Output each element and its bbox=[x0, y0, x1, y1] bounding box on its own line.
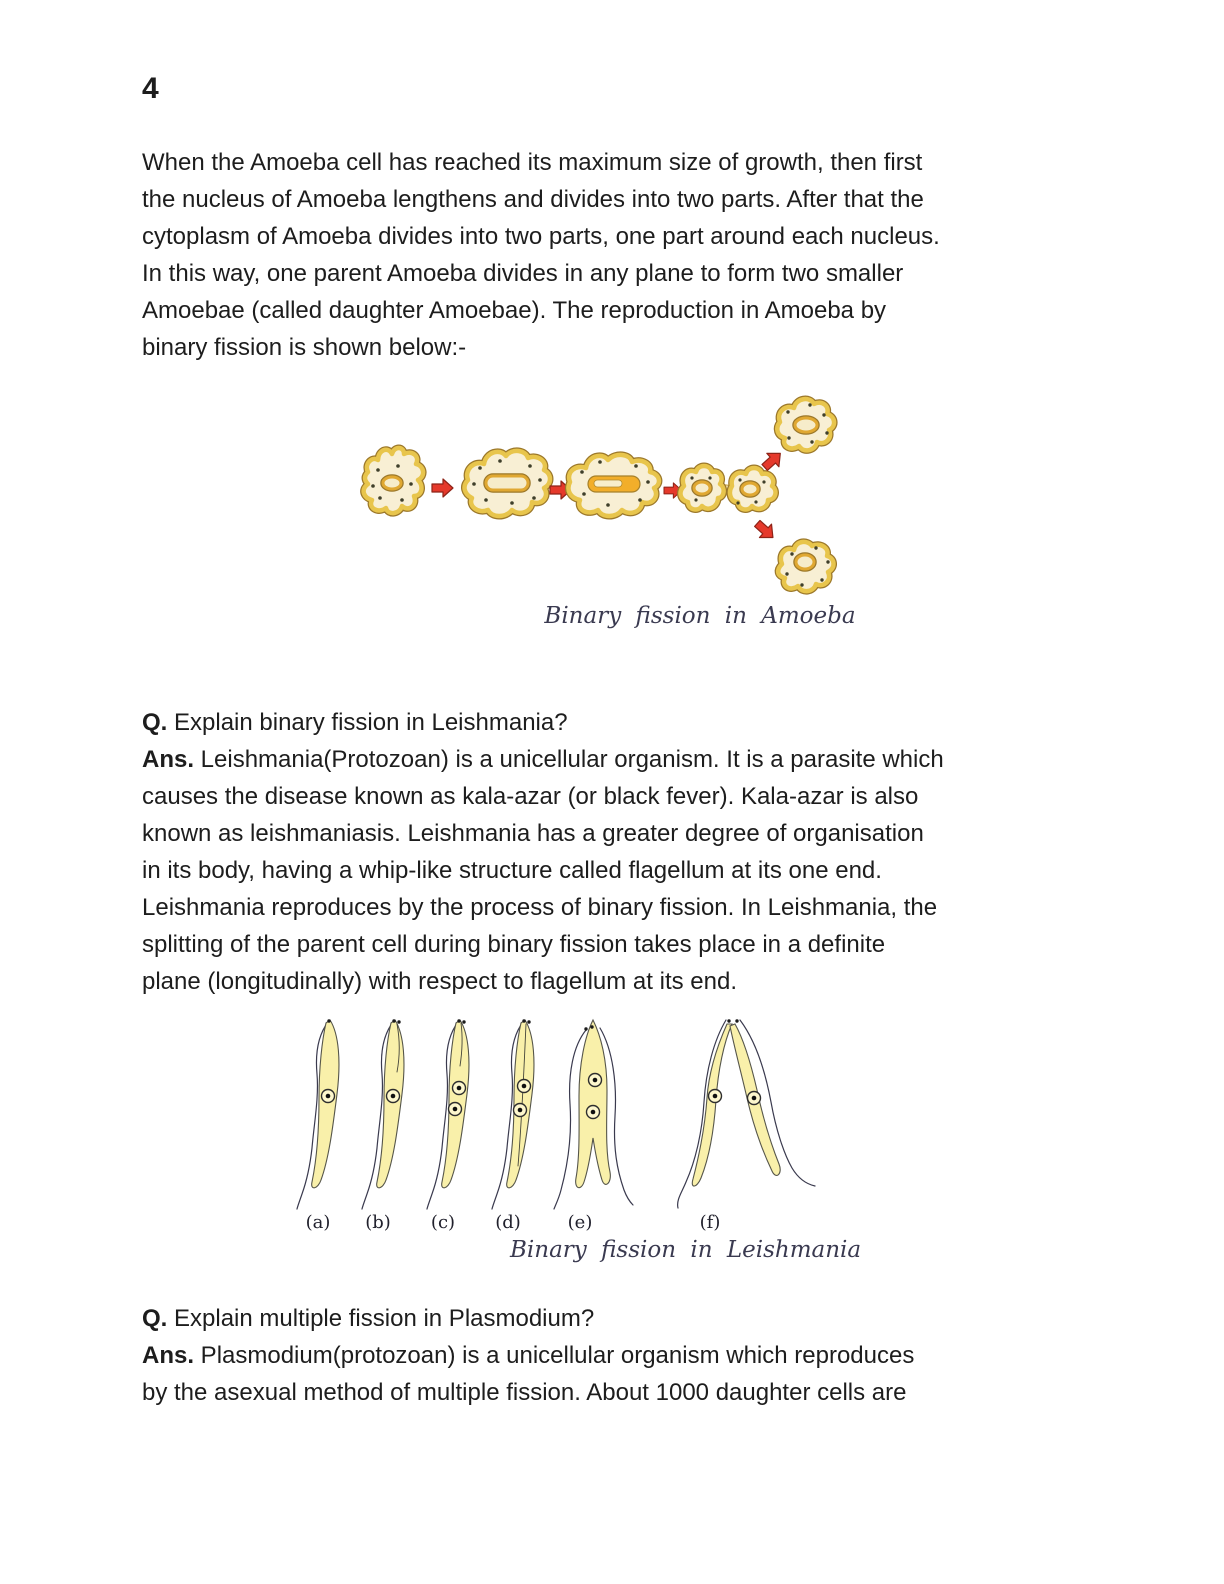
leishmania-diagram bbox=[285, 1008, 885, 1243]
answer-line: Leishmania reproduces by the process of binary fission. In Leishmania, the bbox=[142, 894, 938, 921]
q-label: Q. bbox=[142, 1305, 168, 1332]
intro-paragraph bbox=[142, 144, 940, 366]
leishmania-cell-e bbox=[554, 1020, 633, 1209]
leishmania-cell-b bbox=[362, 1019, 404, 1209]
leishmania-cell-a bbox=[297, 1019, 339, 1209]
leishmania-stage-label: (e) bbox=[567, 1212, 593, 1233]
answer-line: in its body, having a whip-like structure called flagellum at its one end. bbox=[142, 857, 882, 884]
intro-line: the nucleus of Amoeba lengthens and divides into two parts. After that the bbox=[142, 186, 924, 213]
q-text: Explain multiple fission in Plasmodium? bbox=[167, 1305, 595, 1332]
leishmania-stage-label: (f) bbox=[699, 1212, 721, 1233]
ans-text: Leishmania(Protozoan) is a unicellular organism. It is a parasite which bbox=[194, 746, 944, 773]
intro-line: In this way, one parent Amoeba divides in any plane to form two smaller bbox=[142, 260, 904, 287]
daughter-amoeba-bottom bbox=[778, 542, 833, 591]
intro-line: binary fission is shown below:- bbox=[142, 334, 467, 361]
ans-label: Ans. bbox=[142, 746, 195, 773]
answer-line bbox=[142, 741, 944, 778]
question-line bbox=[142, 1300, 914, 1337]
amoeba-stage-parent bbox=[364, 448, 423, 513]
leishmania-figure-caption: Binary fission in Leishmania bbox=[510, 1237, 862, 1263]
arrow-down-right-icon bbox=[751, 517, 779, 544]
amoeba-diagram bbox=[340, 388, 850, 603]
answer-line: by the asexual method of multiple fission. About 1000 daughter cells are bbox=[142, 1379, 907, 1406]
ans-label: Ans. bbox=[142, 1342, 195, 1369]
qa-plasmodium bbox=[142, 1300, 914, 1411]
intro-line: cytoplasm of Amoeba divides into two parts, one part around each nucleus. bbox=[142, 223, 940, 250]
q-label: Q. bbox=[142, 709, 168, 736]
answer-line: causes the disease known as kala-azar (or black fever). Kala-azar is also bbox=[142, 783, 919, 810]
q-text: Explain binary fission in Leishmania? bbox=[167, 709, 568, 736]
answer-line: plane (longitudinally) with respect to flagellum at its end. bbox=[142, 968, 737, 995]
leishmania-stage-label: (b) bbox=[365, 1212, 391, 1233]
qa-leishmania bbox=[142, 704, 944, 1000]
amoeba-figure-caption: Binary fission in Amoeba bbox=[544, 603, 856, 629]
intro-line: Amoebae (called daughter Amoebae). The reproduction in Amoeba by bbox=[142, 297, 887, 324]
figure-leishmania bbox=[285, 1008, 885, 1243]
answer-line bbox=[142, 1337, 914, 1374]
answer-line: known as leishmaniasis. Leishmania has a greater degree of organisation bbox=[142, 820, 924, 847]
amoeba-stage-nucleus-dividing bbox=[568, 455, 658, 516]
leishmania-stage-label: (c) bbox=[430, 1212, 456, 1233]
amoeba-stage-elongated bbox=[465, 451, 550, 516]
question-line bbox=[142, 704, 944, 741]
leishmania-cell-d bbox=[492, 1019, 534, 1209]
daughter-amoeba-top bbox=[777, 399, 834, 450]
arrow-right-icon bbox=[432, 479, 453, 497]
leishmania-stage-label: (d) bbox=[495, 1212, 521, 1233]
ans-text: Plasmodium(protozoan) is a unicellular organism which reproduces bbox=[194, 1342, 915, 1369]
leishmania-cell-c bbox=[427, 1019, 469, 1209]
page-number: 4 bbox=[142, 72, 159, 105]
leishmania-stage-label: (a) bbox=[305, 1212, 331, 1233]
answer-line: splitting of the parent cell during binary fission takes place in a definite bbox=[142, 931, 886, 958]
leishmania-cell-f bbox=[678, 1019, 815, 1208]
amoeba-stage-constricting bbox=[681, 466, 776, 509]
figure-amoeba bbox=[340, 388, 850, 603]
intro-line: When the Amoeba cell has reached its maximum size of growth, then first bbox=[142, 149, 923, 176]
